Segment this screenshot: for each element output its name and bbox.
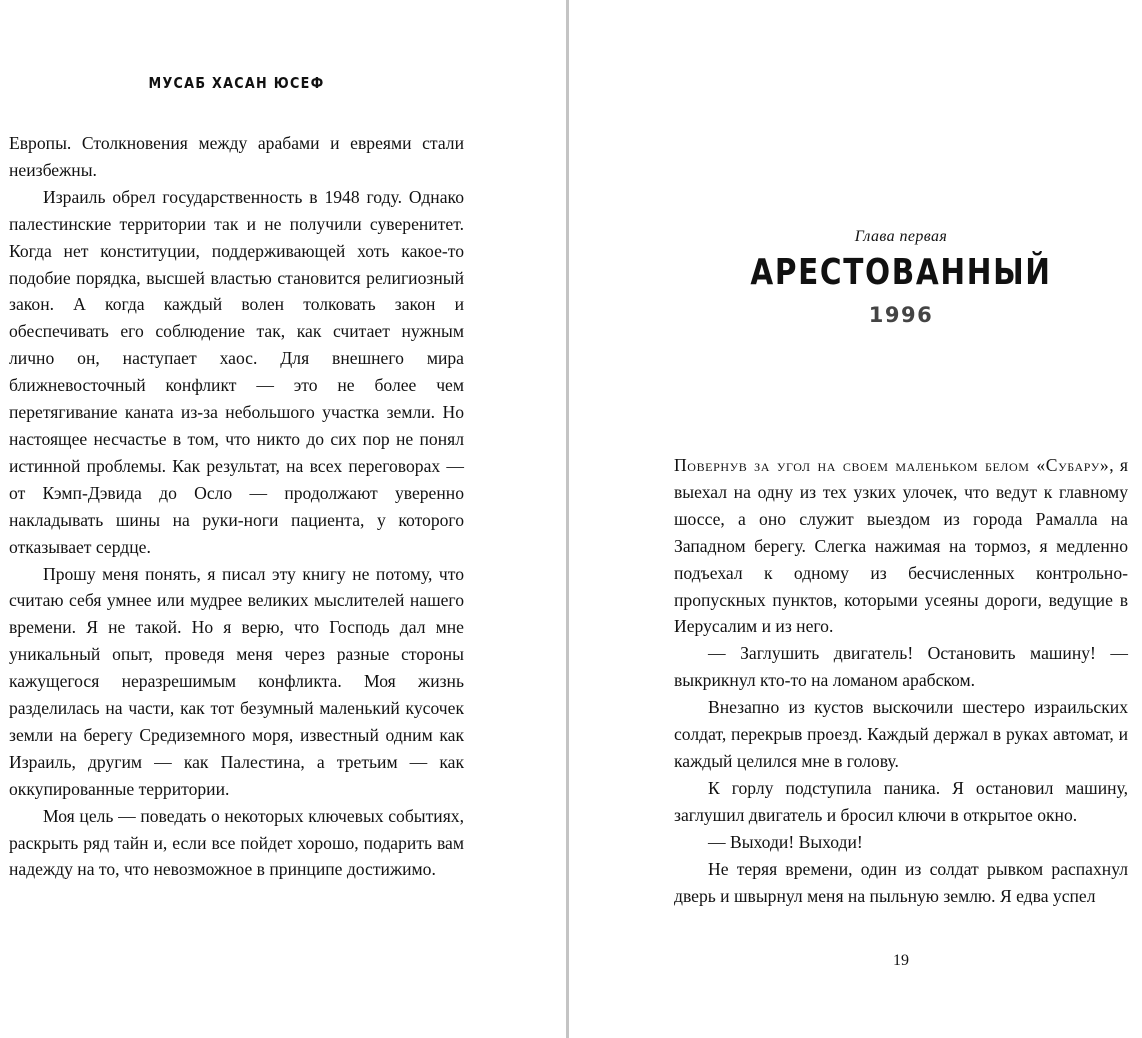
paragraph: К горлу подступила паника. Я остановил машину, заглушил двигатель и бросил ключи в открытое окно. — [674, 777, 1128, 825]
paragraph: Израиль обрел государственность в 1948 году. Однако палестинские территории так и не получили суверенитет. Когда нет конституции, поддерживающей хоть какое-то подобие порядка, высшей властью становится религиозный закон. А когда каждый волен толковать закон и обеспечивать его соблюдение так, как считает нужным лично он, наступает хаос. Для внешнего мира ближневосточный конфликт — это не более чем перетягивание каната из-за небольшого участка земли. Но настоящее несчастье в том, что никто до сих пор не понял истинной проблемы. Как результат, на всех переговорах — от Кэмп-Дэвида до Осло — продолжают уверенно накладывать шины на руки-ноги пациента, у которого отказывает сердце. — [9, 186, 464, 557]
paragraph: — Заглушить двигатель! Остановить машину! — выкрикнул кто-то на ломаном арабском. — [674, 643, 1128, 691]
chapter-label: Глава первая — [854, 228, 948, 245]
paragraph: Европы. Столкновения между арабами и евреями стали неизбежны. — [9, 133, 464, 180]
right-page — [674, 0, 1128, 1038]
opening-paragraph — [674, 452, 1128, 640]
paragraph: Прошу меня понять, я писал эту книгу не потому, что считаю себя умнее или мудрее великих мыслителей нашего времени. Я не такой. Но я верю, что Господь дал мне уникальный опыт, проведя меня через разные стороны кажущегося неразрешимым конфликта. Моя жизнь разделилась на части, как тот безумный маленький кусочек земли на берегу Средиземного моря, известный одним как Израиль, другим — как Палестина, а третьим — как оккупированные территории. — [9, 563, 464, 799]
paragraph: Внезапно из кустов выскочили шестеро израильских солдат, перекрыв проезд. Каждый держал в руках автомат, и каждый целился мне в голову. — [674, 697, 1128, 771]
chapter-year: 1996 — [868, 303, 934, 327]
page-number: 19 — [893, 952, 909, 969]
paragraph: Не теряя времени, один из солдат рывком распахнул дверь и швырнул меня на пыльную землю. Я едва успел — [674, 858, 1128, 906]
paragraph: Моя цель — поведать о некоторых ключевых событиях, раскрыть ряд тайн и, если все пойдет хорошо, подарить вам надежду на то, что невозможное в принципе достижимо. — [9, 805, 464, 880]
opening-paragraph-rest: , я выехал на одну из тех узких улочек, что ведут к главному шоссе, а оно служит выездом из города Рамалла на Западном берегу. Слегка нажимая на тормоз, я медленно подъехал к одному из бесчисленных контрольно-пропускных пунктов, которыми усеяны дороги, ведущие в Иерусалим и из него. — [674, 455, 1128, 637]
lead-words: Повернув за угол на своем маленьком белом «Субару» — [674, 455, 1110, 475]
running-head: МУСАБ ХАСАН ЮСЕФ — [148, 74, 325, 92]
left-page-text — [9, 130, 464, 883]
right-page-text — [674, 452, 1128, 909]
left-page — [9, 0, 464, 1038]
chapter-title: АРЕСТОВАННЫЙ — [750, 252, 1052, 293]
paragraph: — Выходи! Выходи! — [708, 831, 863, 852]
book-spine — [566, 0, 569, 1038]
